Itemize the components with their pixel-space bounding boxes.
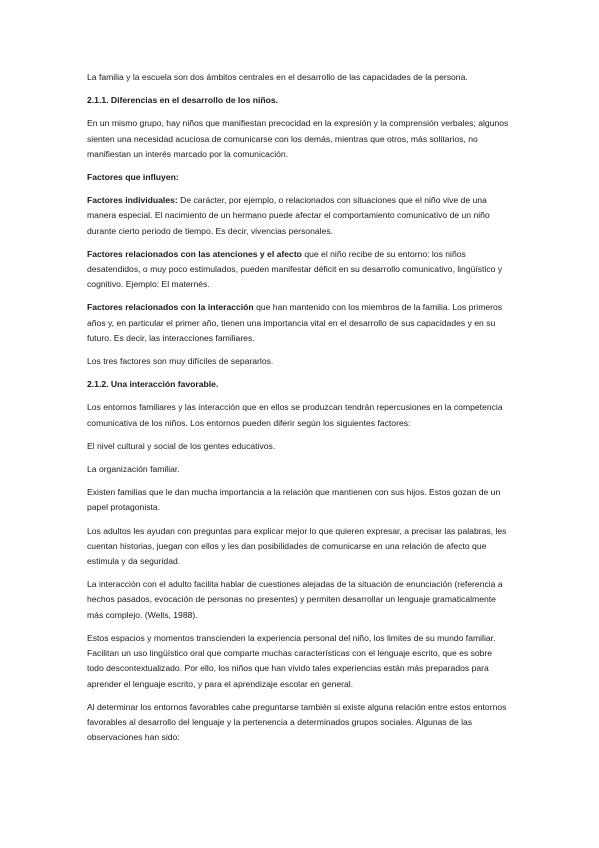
factor-affection-paragraph [87,247,511,293]
family-environments-paragraph: Los entornos familiares y las interacción que en ellos se produzcan tendrán repercusiones en la competencia comunicativa de los niños. Los entornos pueden diferir según los siguientes factores: [87,402,503,428]
favorable-environments-paragraph: Al determinar los entornos favorables cabe preguntarse también si existe alguna relación entre estos entornos favorables al desarrollo del lenguaje y la pertenencia a determinados grupos sociales. Algunas de las observaciones han sido: [87,701,507,743]
factors-heading [87,170,511,185]
factor-affection-label: Factores relacionados con las atenciones y el afecto [87,248,302,259]
factor-interaction-paragraph [87,300,511,346]
factor-individual-paragraph [87,193,511,239]
factor-individual-text: De carácter, por ejemplo, o relacionados con situaciones que el niño vive de una manera especial. El nacimiento de un hermano puede afectar el comportamiento comunicativo de un niño durante cierto periodo de tiempo. Es decir, vivencias personales. [87,195,490,236]
factor-affection-text: que el niño recibe de su entorno: los niños desatendidos, o muy poco estimulados, pueden manifestar déficit en su desarrollo comunicativo, lingüístico y cognitivo. Ejemplo: El maternés. [87,248,503,290]
cultural-level-paragraph: El nivel cultural y social de los gentes educativos. [87,440,276,451]
intro-paragraph: La familia y la escuela son dos ámbitos centrales en el desarrollo de las capacidades de la persona. [87,72,468,82]
factor-individual-label: Factores individuales: [87,195,178,206]
adults-help-paragraph: Los adultos les ayudan con preguntas para explicar mejor lo que quieren expresar, a precisar las palabras, les cuentan historias, juegan con ellos y les dan posibilidades de comunicarse en una relación de afecto que estimula y da seguridad. [87,525,507,567]
factors-heading-text: Factores que influyen: [87,172,179,183]
factor-interaction-text: que han mantenido con los miembros de la familia. Los primeros años y, en particular el primer año, tienen una importancia vital en el desarrollo de sus capacidades y en su futuro. Es decir, las interacciones familiares. [87,302,503,343]
adult-interaction-paragraph: La interacción con el adulto facilita hablar de cuestiones alejadas de la situación de enunciación (referencia a hechos pasados, evocación de personas no presentes) y permiten desarrollar un lenguaje gramaticalmente más complejo. (Wells, 1988). [87,579,503,620]
section-heading-2-1-1 [87,93,511,108]
section-heading-2-1-1-text: 2.1.1. Diferencias en el desarrollo de los niños. [87,95,279,106]
three-factors-paragraph: Los tres factores son muy difíciles de separarlos. [87,356,274,367]
section-heading-2-1-2 [87,377,511,392]
family-organization-paragraph: La organización familiar. [87,464,180,475]
families-importance-paragraph: Existen familias que le dan mucha importancia a la relación que mantienen con sus hijos. Estos gozan de un papel protagonista. [87,487,501,513]
section-heading-2-1-2-text: 2.1.2. Una interacción favorable. [87,379,219,390]
differences-paragraph: En un mismo grupo, hay niños que manifiestan precocidad en la expresión y la comprensión verbales; algunos sienten una necesidad acuciosa de comunicarse con los demás, mientras que otros, más solitarios, no manifiestan un interés marcado por la comunicación. [87,118,509,159]
spaces-moments-paragraph: Estos espacios y momentos transcienden la experiencia personal del niño, los limites de su mundo familiar. Facilitan un uso lingüístico oral que comparte muchas características con el lenguaje escrito, que es sobre todo descontextualizado. Por ello, los niños que han vivido tales experiencias están más preparados para aprender el lenguaje escrito, y para el aprendizaje escolar en general. [87,632,496,689]
factor-interaction-label: Factores relacionados con la interacción [87,302,254,313]
